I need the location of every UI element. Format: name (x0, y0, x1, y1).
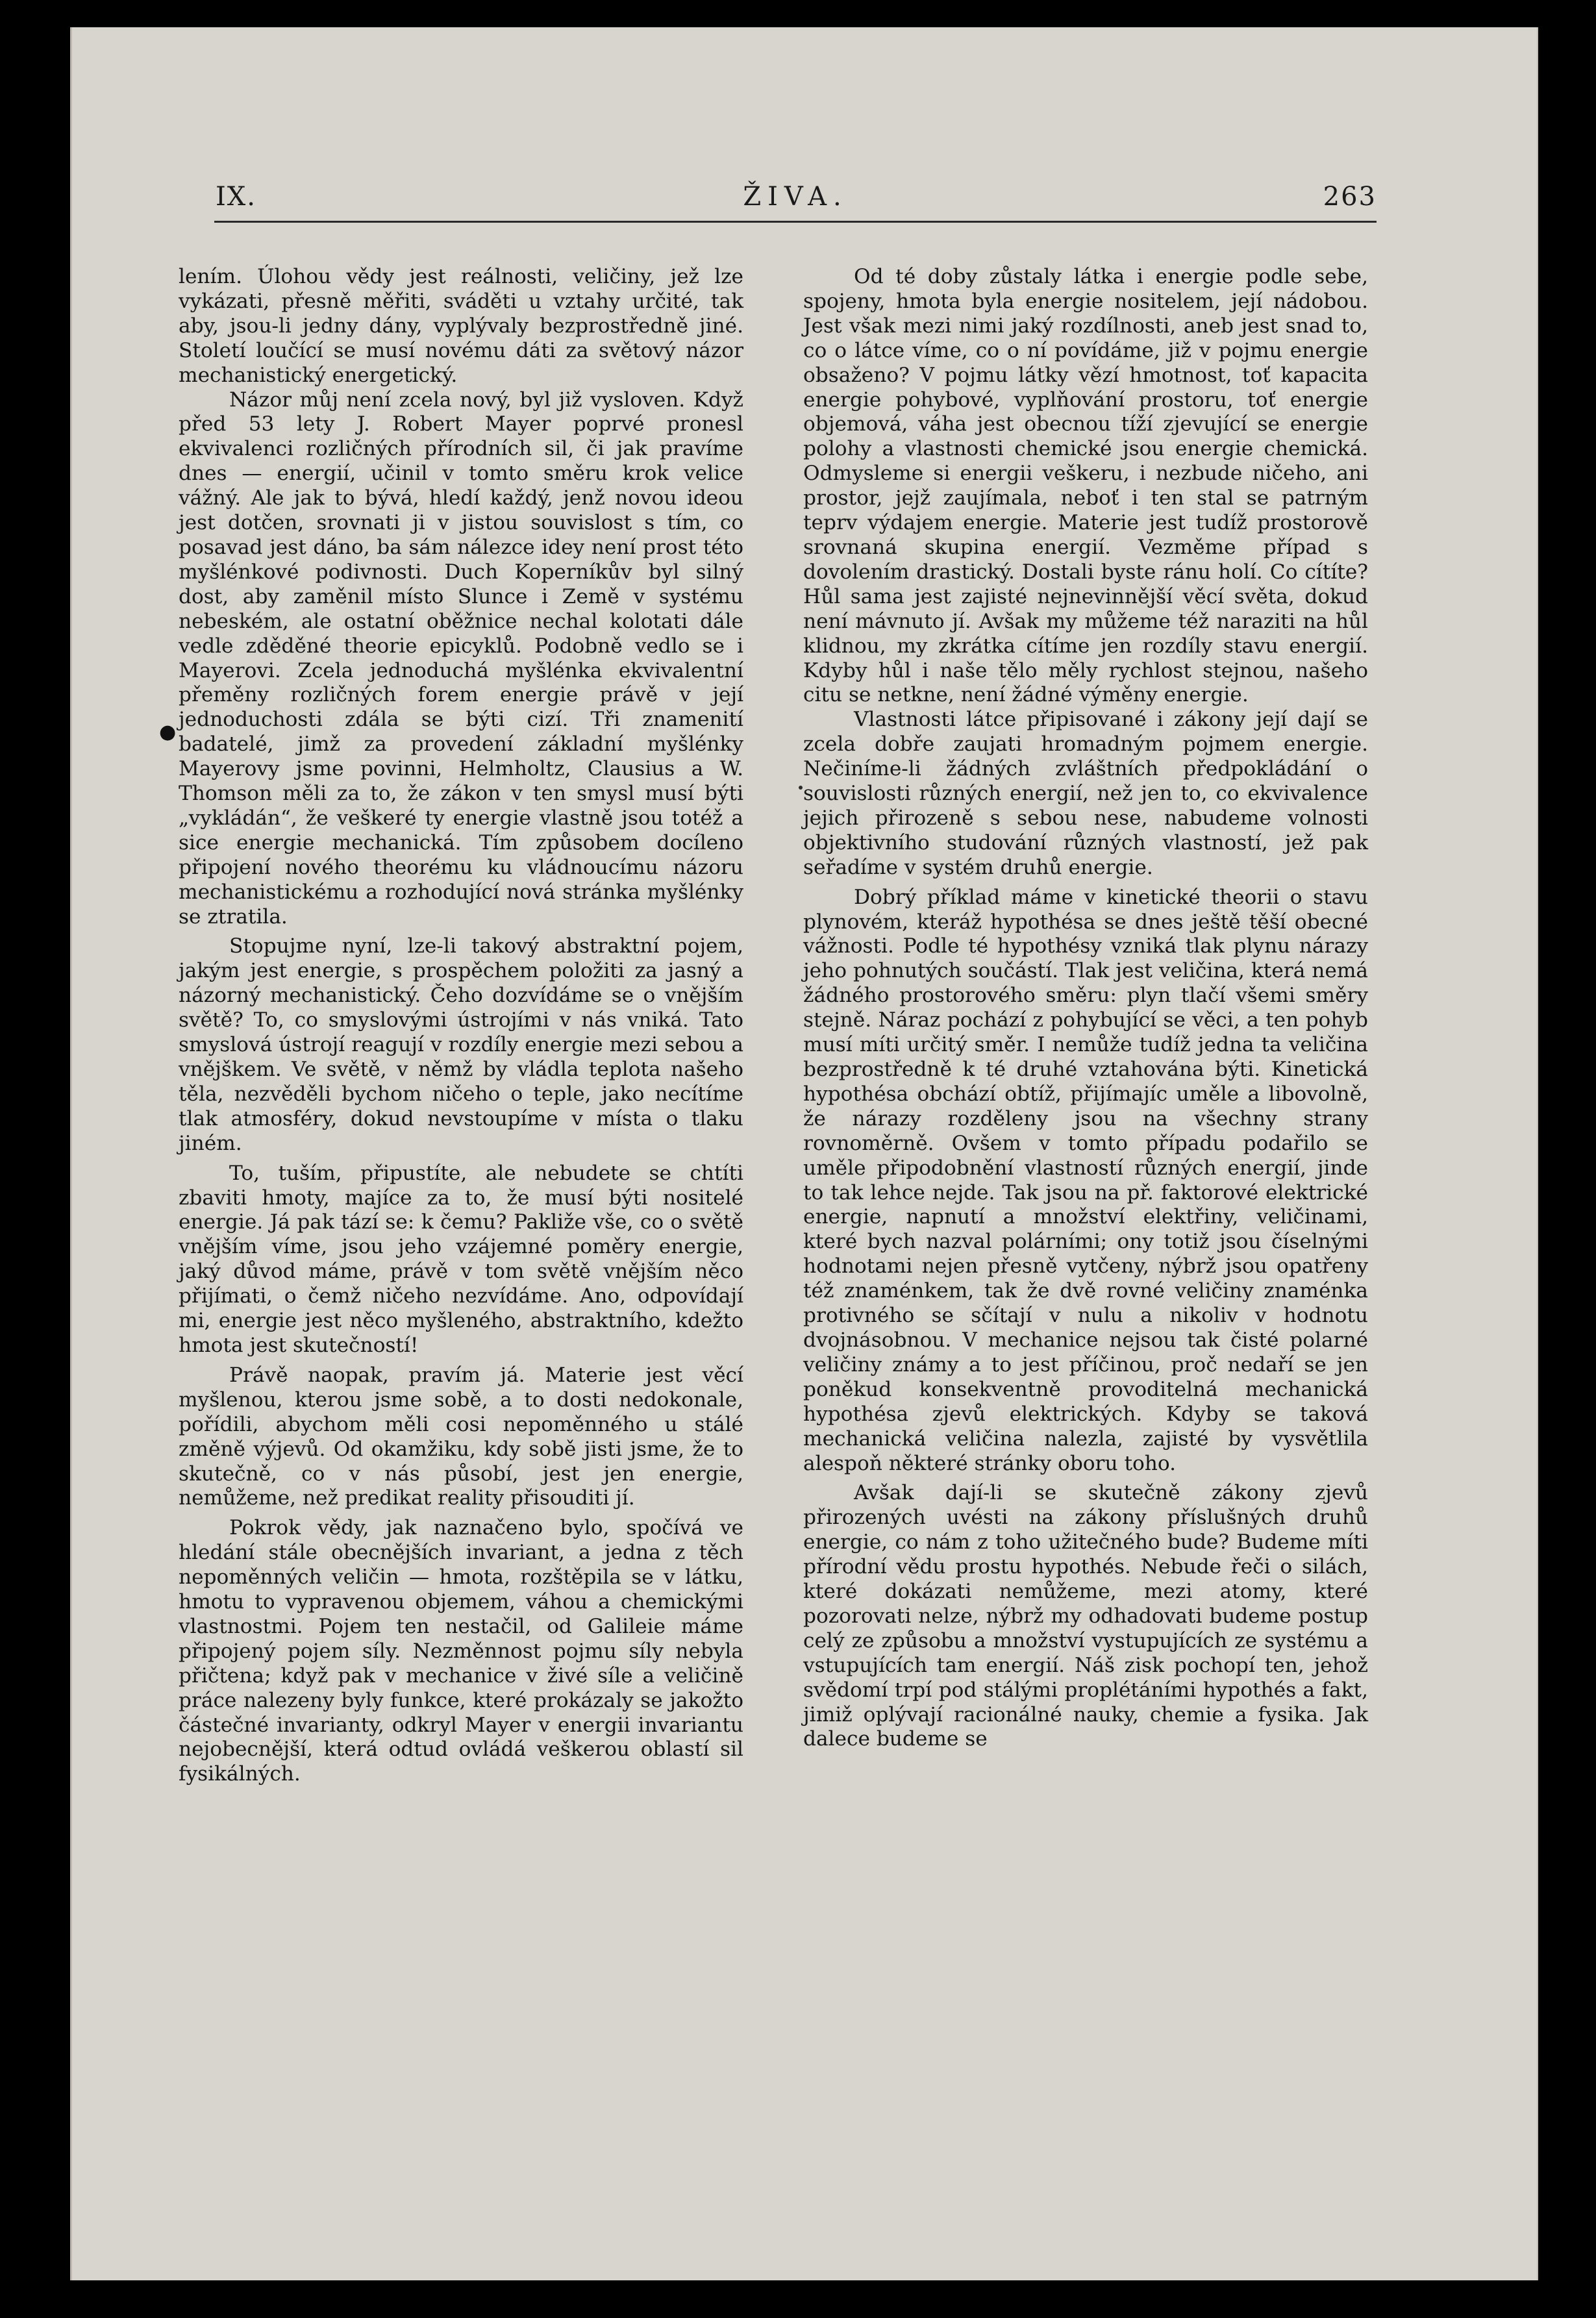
paragraph: Názor můj není zcela nový, byl již vysloven. Když před 53 lety J. Robert Mayer poprvé pronesl ekvivalenci rozličných přírodních sil, či jak pravíme dnes — energií, učinil v tomto směru krok velice vážný. Ale jak to bývá, hledí každý, jenž novou ideou jest dotčen, srovnati ji v jistou souvislost s tím, co posavad jest dáno, ba sám nálezce idey není prost této myšlénkové podivnosti. Duch Koperníkův byl silný dost, aby zaměnil místo Slunce i Země v systému nebeském, ale ostatní oběžnice nechal kolotati dále vedle zděděné theorie epicyklů. Podobně vedlo se i Mayerovi. Zcela jednoduchá myšlénka ekvivalentní přeměny rozličných forem energie právě v její jednoduchosti zdála se býti cizí. Tři znamenití badatelé, jimž za provedení základní myšlénky Mayerovy jsme povinni, Helmholtz, Clausius a W. Thomson měli za to, že zákon v ten smysl musí býti „vykládán“, že veškeré ty energie vlastně jsou totéž a sice energie mechanická. Tím způsobem docíleno připojení nového theorému ku vládnoucímu názoru mechanistickému a rozhodující nová stránka myšlénky se ztratila. (179, 388, 743, 928)
paragraph: Avšak dají-li se skutečně zákony zjevů přirozených uvésti na zákony příslušných druhů energie, co nám z toho užitečného bude? Budeme míti přírodní vědu prostu hypothés. Nebude řeči o silách, které dokázati nemůžeme, mezi atomy, které pozorovati nelze, nýbrž my odhadovati budeme postup celý ze způsobu a množství vystupujících ze systému a vstupujících tam energií. Náš zisk pochopí ten, jehož svědomí trpí pod stálými proplétáními hypothés a fakt, jimiž oplývají racionálné nauky, chemie a fysika. Jak dalece budeme se (803, 1481, 1368, 1751)
paragraph: Právě naopak, pravím já. Materie jest věcí myšlenou, kterou jsme sobě, a to dosti nedokonale, pořídili, abychom měli cosi nepoměnného u stálé změně výjevů. Od okamžiku, kdy sobě jisti jsme, že to skutečně, co v nás působí, jest jen energie, nemůžeme, než predikat reality přisouditi jí. (179, 1363, 743, 1510)
right-column (803, 265, 1368, 1752)
paragraph: lením. Úlohou vědy jest reálnosti, veličiny, jež lze vykázati, přesně měřiti, sváděti u vztahy určité, tak aby, jsou-li jedny dány, vyplývaly bezprostředně jiné. Století loučící se musí novému dáti za světový názor mechanistický energetický. (179, 265, 743, 387)
left-column (179, 265, 743, 1787)
paragraph: Dobrý příklad máme v kinetické theorii o stavu plynovém, kteráž hypothésa se dnes ještě těší obecné vážnosti. Podle té hypothésy vzniká tlak plynu nárazy jeho pohnutých součástí. Tlak jest veličina, která nemá žádného prostorového směru: plyn tlačí všemi směry stejně. Náraz pochází z pohybující se věci, a ten pohyb musí míti určitý směr. I nemůže tudíž jedna ta veličina bezprostředně k té druhé vztahována býti. Kinetická hypothésa obchází obtíž, přijímajíc uměle a libovolně, že nárazy rozděleny jsou na všechny strany rovnoměrně. Ovšem v tomto případu podařilo se uměle připodobnění vlastností různých energií, jinde to tak lehce nejde. Tak jsou na př. faktorové elektrické energie, napnutí a množství elektřiny, veličinami, které bych nazval polárními; ony totiž jsou číselnými hodnotami nejen přesně vytčeny, nýbrž jsou opatřeny též znaménkem, tak že dvě rovné veličiny znaménka protivného se sčítají v nulu a nikoliv v hodnotu dvojnásobnou. V mechanice nejsou tak čisté polarné veličiny známy a to jest příčinou, proč nedaří se jen poněkud konsekventně provoditelná mechanická hypothésa zjevů elektrických. Kdyby se taková mechanická veličina nalezla, zajisté by vysvětlila alespoň některé stránky oboru toho. (803, 885, 1368, 1475)
margin-mark: ● (159, 721, 177, 743)
paragraph: Pokrok vědy, jak naznačeno bylo, spočívá ve hledání stále obecnějších invariant, a jedna z těch nepoměnných veličin — hmota, rozštěpila se v látku, hmotu to vypravenou objemem, váhou a chemickými vlastnostmi. Pojem ten nestačil, od Galileie máme připojený pojem síly. Nezměnnost pojmu síly nebyla přičtena; když pak v mechanice v živé síle a veličině práce nalezeny byly funkce, které prokázaly se jakožto částečné invarianty, odkryl Mayer v energii invariantu nejobecnější, která odtud ovládá veškerou oblastí sil fysikálných. (179, 1516, 743, 1786)
journal-title: ŽIVA. (743, 182, 848, 212)
volume-number: IX. (216, 182, 256, 212)
paragraph: Od té doby zůstaly látka i energie podle sebe, spojeny, hmota byla energie nositelem, její nádobou. Jest však mezi nimi jaký rozdílnosti, aneb jest snad to, co o látce víme, co o ní povídáme, již v pojmu energie obsaženo? V pojmu látky vězí hmotnost, toť kapacita energie pohybové, vyplňování prostoru, toť energie objemová, váha jest obecnou tíží zjevující se energie polohy a vlastnosti chemické jsou energie chemická. Odmysleme si energii veškeru, i nezbude ničeho, ani prostor, jejž zaujímala, neboť i ten stal se patrným teprv výdajem energie. Materie jest tudíž prostorově srovnaná skupina energií. Vezměme případ s dovolením drastický. Dostali byste ránu holí. Co cítíte? Hůl sama jest zajisté nejnevinnější věcí světa, dokud není mávnuto jí. Avšak my můžeme též naraziti na hůl klidnou, my zkrátka cítíme jen rozdíly stavu energií. Kdyby hůl i naše tělo měly rychlost stejnou, našeho citu se netkne, není žádné výměny energie. (803, 265, 1368, 707)
page-number: 263 (1323, 182, 1377, 212)
paragraph: Stopujme nyní, lze-li takový abstraktní pojem, jakým jest energie, s prospěchem položiti za jasný a názorný mechanistický. Čeho dozvídáme se o vnějším světě? To, co smyslovými ústrojími v nás vniká. Tato smyslová ústrojí reagují v rozdíly energie mezi sebou a vnějškem. Ve světě, v němž by vládla teplota našeho těla, nezvěděli bychom ničeho o teple, jako necítíme tlak atmosféry, dokud nevstoupíme v místa o tlaku jiném. (179, 934, 743, 1155)
running-header (214, 182, 1377, 223)
paragraph: To, tuším, připustíte, ale nebudete se chtíti zbaviti hmoty, majíce za to, že musí býti nositelé energie. Já pak tází se: k čemu? Pakliže vše, co o světě vnějším víme, jsou jeho vzájemné poměry energie, jaký důvod máme, právě v tom světě vnějším něco přijímati, o čemž ničeho nezvídáme. Ano, odpovídají mi, energie jest něco myšleného, abstraktního, kdežto hmota jest skutečností! (179, 1161, 743, 1357)
print-speck (799, 786, 803, 790)
paragraph: Vlastnosti látce připisované i zákony její dají se zcela dobře zaujati hromadným pojmem energie. Nečiníme-li žádných zvláštních předpokládání o souvislosti různých energií, než jen to, co ekvivalence jejich přirozeně s sebou nese, nabudeme volnosti objektivního studování různých vlastností, jež pak seřadíme v systém druhů energie. (803, 708, 1368, 879)
